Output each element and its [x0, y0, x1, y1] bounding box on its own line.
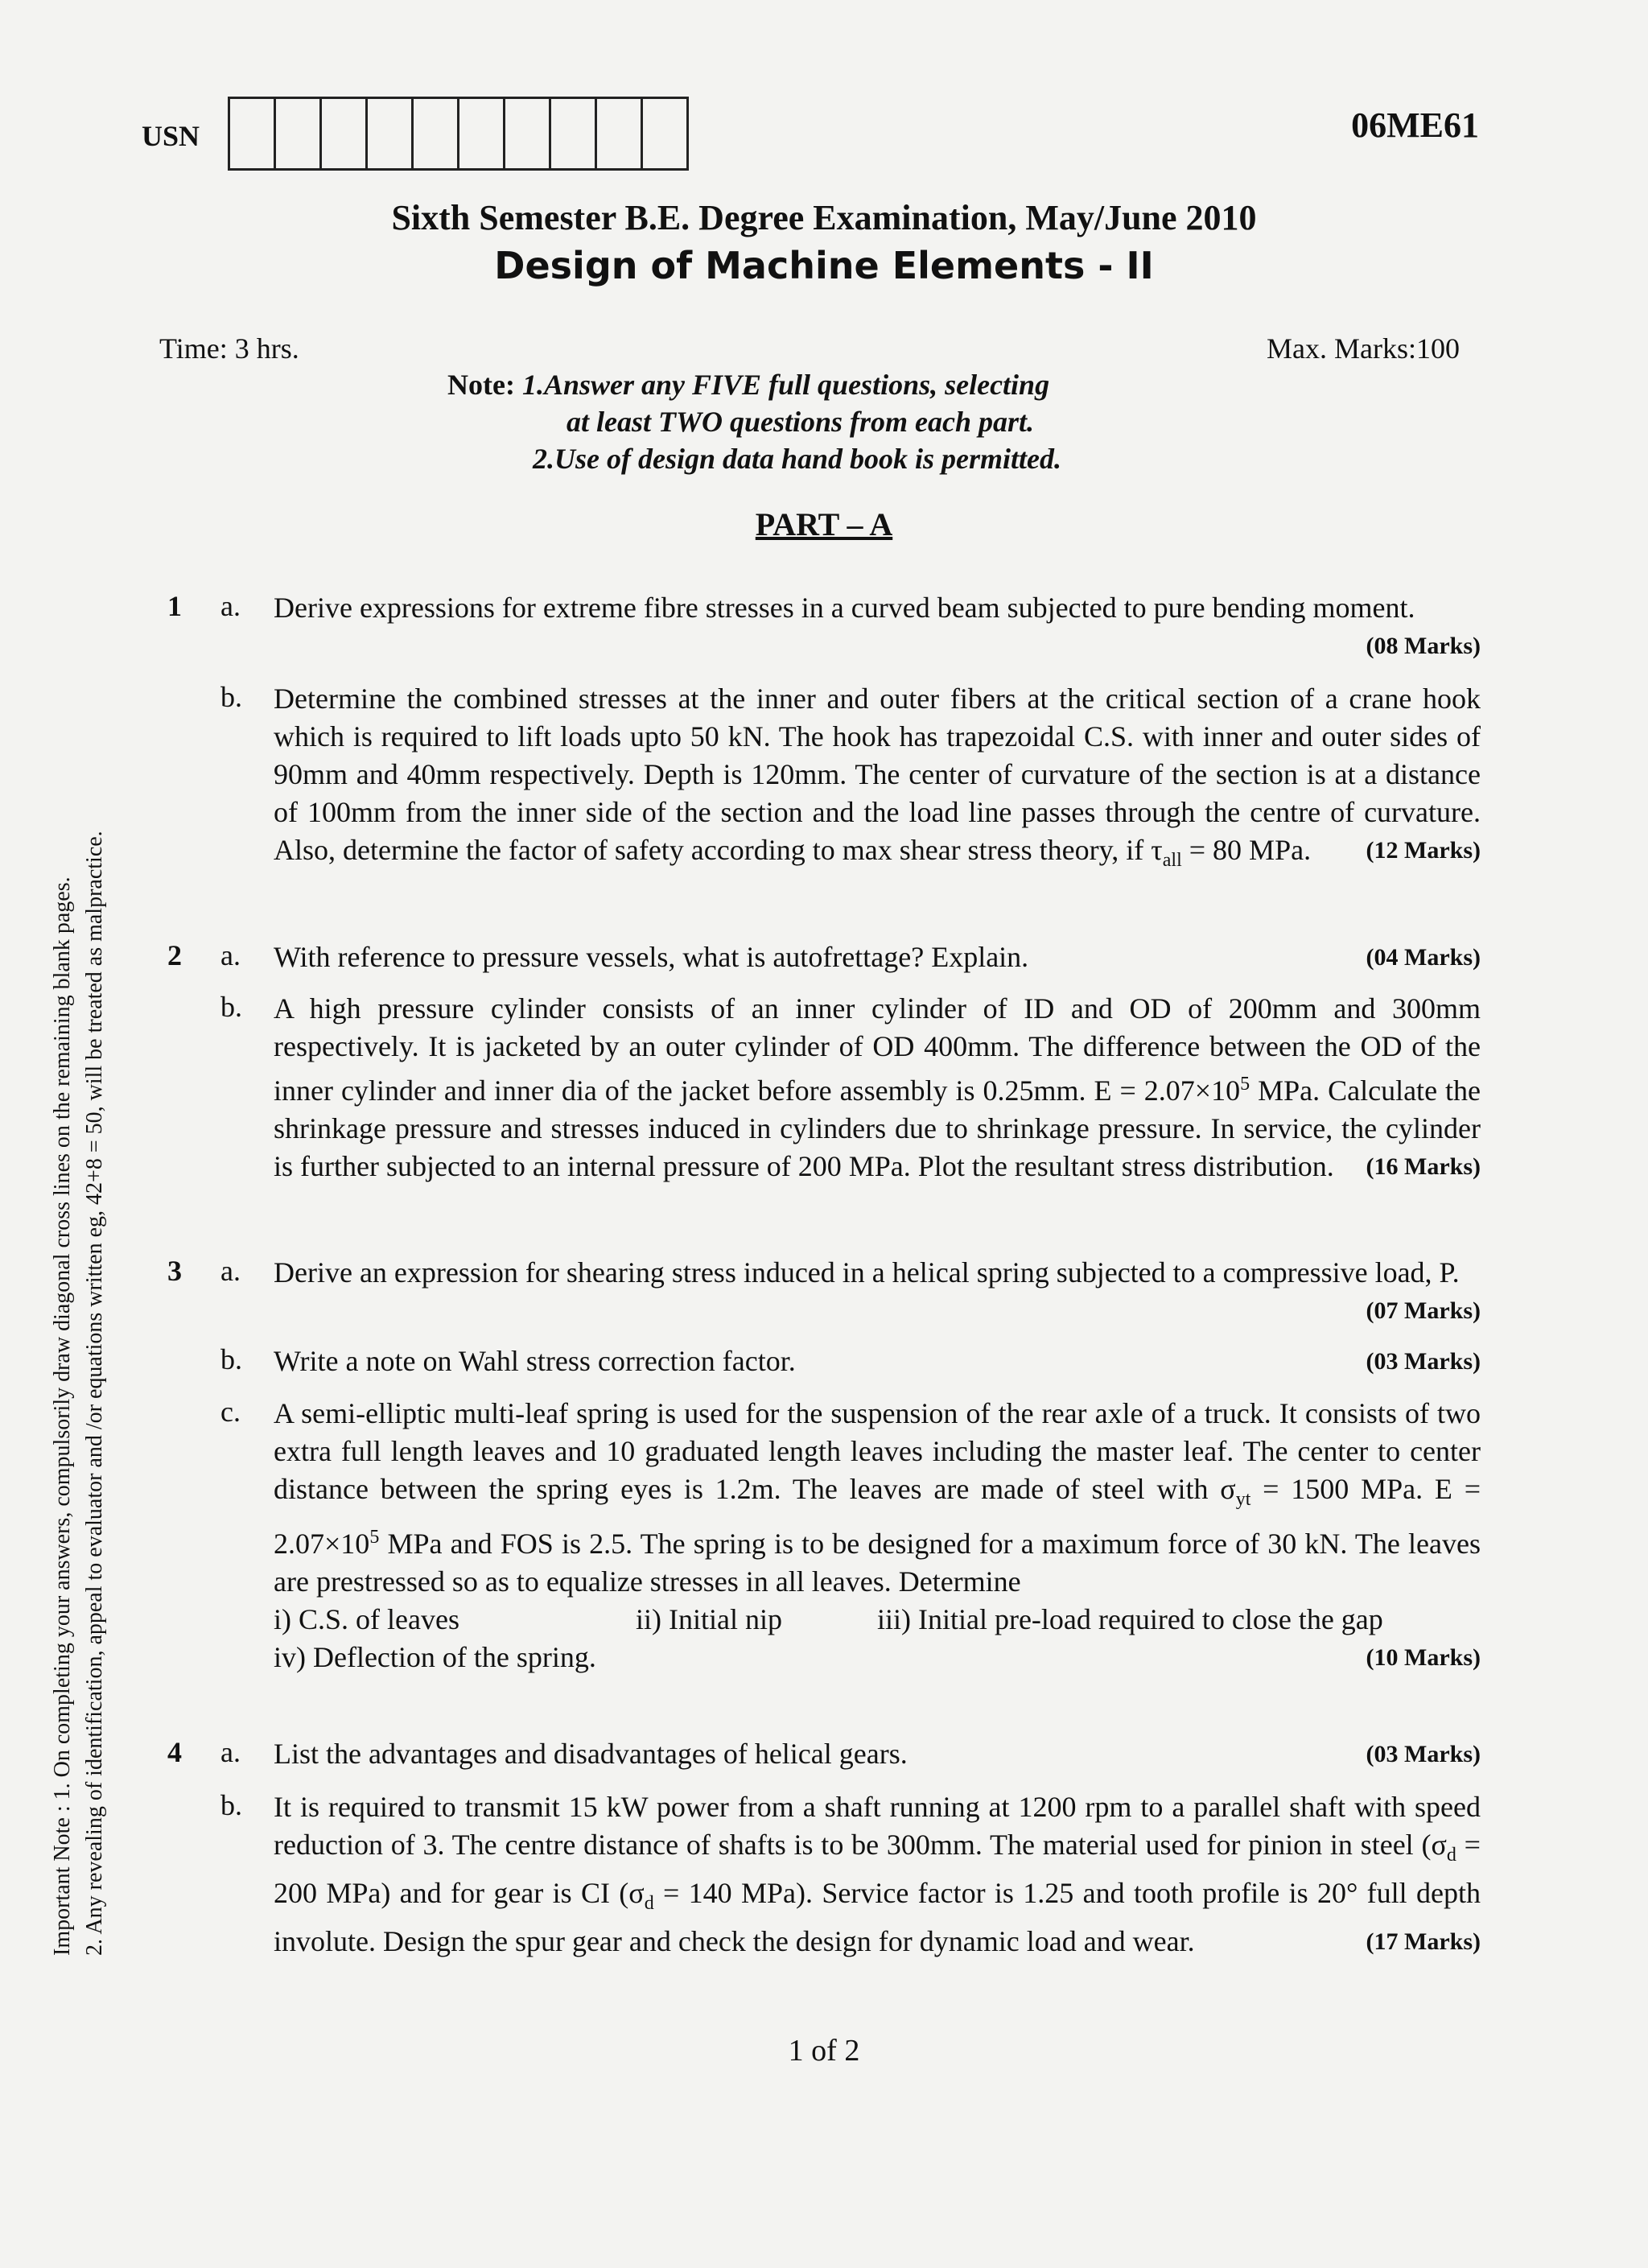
q4b-text: It is required to transmit 15 kW power from a shaft running at 1200 rpm to a parallel shaft with speed reduction of 3. The centre distance of shafts is to be 300mm. The material used for pinion in steel (σ [274, 1791, 1481, 1861]
q4b-text-2: = 200 MPa) and for gear is CI (σ [274, 1829, 1481, 1910]
question-number: 3 [167, 1255, 182, 1287]
page-number: 1 of 2 [788, 2034, 860, 2068]
q2b-superscript: 5 [1240, 1074, 1250, 1095]
marks-label: (04 Marks) [1366, 944, 1481, 971]
question-text [274, 680, 1481, 880]
marks-label: (03 Marks) [1366, 1741, 1481, 1767]
max-marks: Max. Marks:100 [1267, 332, 1460, 365]
q3c-item-ii: ii) Initial nip [636, 1603, 782, 1636]
marks-label: (17 Marks) [1366, 1928, 1481, 1956]
exam-title: Sixth Semester B.E. Degree Examination, May/June 2010 [391, 198, 1257, 237]
instructions-note [447, 366, 1061, 477]
usn-box [641, 97, 689, 171]
question-text [274, 990, 1481, 1186]
usn-box [595, 97, 643, 171]
q4b-subscript-2: d [644, 1893, 654, 1915]
question-part-label: b. [220, 1343, 242, 1375]
q3c-subscript: yt [1235, 1489, 1251, 1511]
note-line-1: 1.Answer any FIVE full questions, selecting [521, 369, 1050, 401]
time-allowed: Time: 3 hrs. [159, 332, 299, 365]
question-text [274, 1395, 1481, 1676]
q2a-text: With reference to pressure vessels, what is autofrettage? Explain. [274, 941, 1029, 973]
subject-code: 06ME61 [1351, 105, 1479, 145]
usn-box [319, 97, 368, 171]
usn-box [457, 97, 505, 171]
side-note-line-2: 2. Any revealing of identification, appeal to evaluator and /or equations written eg, 42+8 = 50, will be treated as malpractice. [82, 831, 107, 1956]
q3c-text-2: = 1500 MPa. E = 2.07×10 [274, 1473, 1481, 1561]
q3c-sub-items [274, 1601, 1481, 1639]
q3c-item-iii: iii) Initial pre-load required to close the gap [877, 1603, 1383, 1636]
question-part-label: a. [220, 939, 241, 971]
q2b-text: A high pressure cylinder consists of an inner cylinder of ID and OD of 200mm and 300mm respectively. It is jacketed by an outer cylinder of OD 400mm. The difference between the OD of the inner cylinder and inner dia of the jacket before assembly is 0.25mm. E = 2.07×10 [274, 992, 1481, 1107]
usn-box [411, 97, 459, 171]
question-text [274, 589, 1481, 665]
q1b-text: Determine the combined stresses at the inner and outer fibers at the critical section of a crane hook which is required to lift loads upto 50 kN. The hook has trapezoidal C.S. with inner and outer sides of 90mm and 40mm respectively. Depth is 120mm. The center of curvature of the section is at a distance of 100mm from the inner side of the section and the load line passes through the centre of curvature. Also, determine the factor of safety according to max shear stress theory, if τ [274, 682, 1481, 866]
q3c-item-row-2 [274, 1639, 1481, 1676]
question-text [274, 1788, 1481, 1961]
q3c-item-iv: iv) Deflection of the spring. [274, 1641, 596, 1674]
part-heading: PART – A [755, 506, 893, 542]
marks-label: (07 Marks) [1366, 1297, 1481, 1324]
marks-label: (03 Marks) [1366, 1348, 1481, 1375]
q4b-subscript-1: d [1446, 1845, 1456, 1866]
q4b-text-3: = 140 MPa). Service factor is 1.25 and tooth profile is 20° full depth involute. Design the spur gear and check the design for dynamic load and wear. [274, 1877, 1481, 1958]
usn-box [503, 97, 551, 171]
q1b-text-2: = 80 MPa. [1181, 834, 1312, 866]
marks-label: (10 Marks) [1366, 1644, 1481, 1672]
question-text [274, 938, 1481, 976]
q3c-item-i: i) C.S. of leaves [274, 1603, 459, 1636]
question-part-label: b. [220, 681, 242, 713]
q1b-subscript: all [1162, 850, 1182, 872]
question-part-label: a. [220, 590, 241, 622]
q3a-text: Derive an expression for shearing stress induced in a helical spring subjected to a compressive load, P. [274, 1256, 1460, 1289]
usn-box [274, 97, 322, 171]
usn-label: USN [142, 120, 200, 152]
side-note-line-1: Important Note : 1. On completing your answers, compulsorily draw diagonal cross lines on the remaining blank pages. [50, 876, 75, 1956]
q4a-text: List the advantages and disadvantages of helical gears. [274, 1738, 908, 1770]
q3c-superscript: 5 [369, 1527, 380, 1548]
side-important-note [47, 467, 111, 1956]
question-text [274, 1735, 1481, 1773]
question-text [274, 1254, 1481, 1330]
question-part-label: b. [220, 1789, 242, 1821]
question-part-label: a. [220, 1736, 241, 1768]
q2b-text-2: MPa. Calculate the shrinkage pressure and stresses induced in cylinders due to shrinkage pressure. In service, the cylinder is further subjected to an internal pressure of 200 MPa. Plot the resultant stress distribution. [274, 1074, 1481, 1182]
question-text [274, 1342, 1481, 1380]
q3c-text-3: MPa and FOS is 2.5. The spring is to be designed for a maximum force of 30 kN. The leaves are prestressed so as to equalize stresses in all leaves. Determine [274, 1528, 1481, 1598]
marks-label: (08 Marks) [1366, 633, 1481, 659]
q1a-text: Derive expressions for extreme fibre stresses in a curved beam subjected to pure bending moment. [274, 592, 1415, 624]
usn-box [228, 97, 276, 171]
note-line-2: at least TWO questions from each part. [566, 406, 1035, 438]
note-line-3: 2.Use of design data hand book is permitted. [533, 443, 1062, 475]
usn-box [549, 97, 597, 171]
marks-label: (12 Marks) [1366, 837, 1481, 864]
question-number: 4 [167, 1736, 182, 1768]
question-number: 2 [167, 939, 182, 971]
marks-label: (16 Marks) [1366, 1153, 1481, 1180]
question-number: 1 [167, 590, 182, 622]
question-part-label: c. [220, 1396, 241, 1428]
usn-box [365, 97, 414, 171]
q3b-text: Write a note on Wahl stress correction factor. [274, 1345, 796, 1377]
subject-title: Design of Machine Elements - II [494, 244, 1154, 287]
usn-boxes [230, 97, 689, 171]
question-part-label: b. [220, 991, 242, 1023]
q3c-text: A semi-elliptic multi-leaf spring is used for the suspension of the rear axle of a truck. It consists of two extra full length leaves and 10 graduated length leaves including the master leaf. The center to center distance between the spring eyes is 1.2m. The leaves are made of steel with σ [274, 1397, 1481, 1505]
question-part-label: a. [220, 1255, 241, 1287]
note-label: Note: [447, 369, 522, 401]
